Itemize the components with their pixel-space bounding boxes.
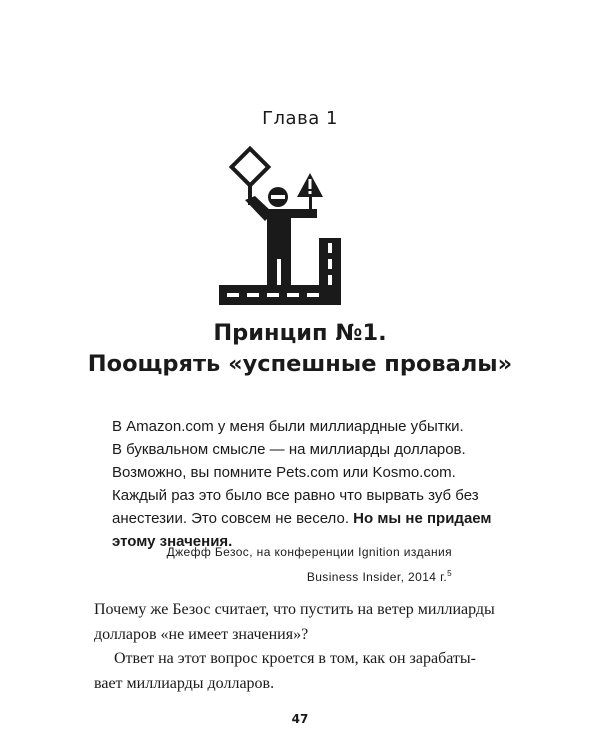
body-text xyxy=(94,598,494,696)
chapter-title-line-1: Принцип №1. xyxy=(213,320,387,346)
body-line: Ответ на этот вопрос кроется в том, как он зарабаты- xyxy=(114,650,476,667)
chapter-label: Глава 1 xyxy=(262,108,338,129)
attribution-source: Business Insider, 2014 г. xyxy=(306,570,448,584)
epigraph-line: Возможно, вы помните Pets.com или Kosmo.com. xyxy=(112,464,456,481)
epigraph-text: анестезии. Это совсем не весело. xyxy=(112,510,354,527)
body-line: долларов «не имеет значения»? xyxy=(94,625,309,643)
attribution-line-2 xyxy=(167,563,452,588)
body-line: вает миллиарды долларов. xyxy=(94,674,275,692)
epigraph-line: В Amazon.com у меня были миллиардные убытки. xyxy=(112,418,464,435)
body-line: Почему же Безос считает, что пустить на ветер миллиарды xyxy=(94,601,495,618)
epigraph-attribution xyxy=(167,541,452,588)
epigraph-emphasis: Но мы не придаем xyxy=(353,510,492,527)
chapter-title-line-2: Поощрять «успешные провалы» xyxy=(87,351,513,377)
footnote-marker: 5 xyxy=(447,569,452,578)
epigraph-line: В буквальном смысле — на миллиарды долларов. xyxy=(112,441,466,458)
person-with-warning-signs-icon xyxy=(205,145,355,315)
epigraph-emphasis: этому значения. xyxy=(112,533,233,550)
chapter-title xyxy=(0,318,600,380)
epigraph-quote xyxy=(112,415,492,553)
page-number: 47 xyxy=(291,712,309,726)
epigraph-line xyxy=(112,507,492,530)
epigraph-line: Каждый раз это было все равно что вырвать зуб без xyxy=(112,487,479,504)
attribution-line-1: Джефф Безос, на конференции Ignition издания xyxy=(166,545,452,559)
